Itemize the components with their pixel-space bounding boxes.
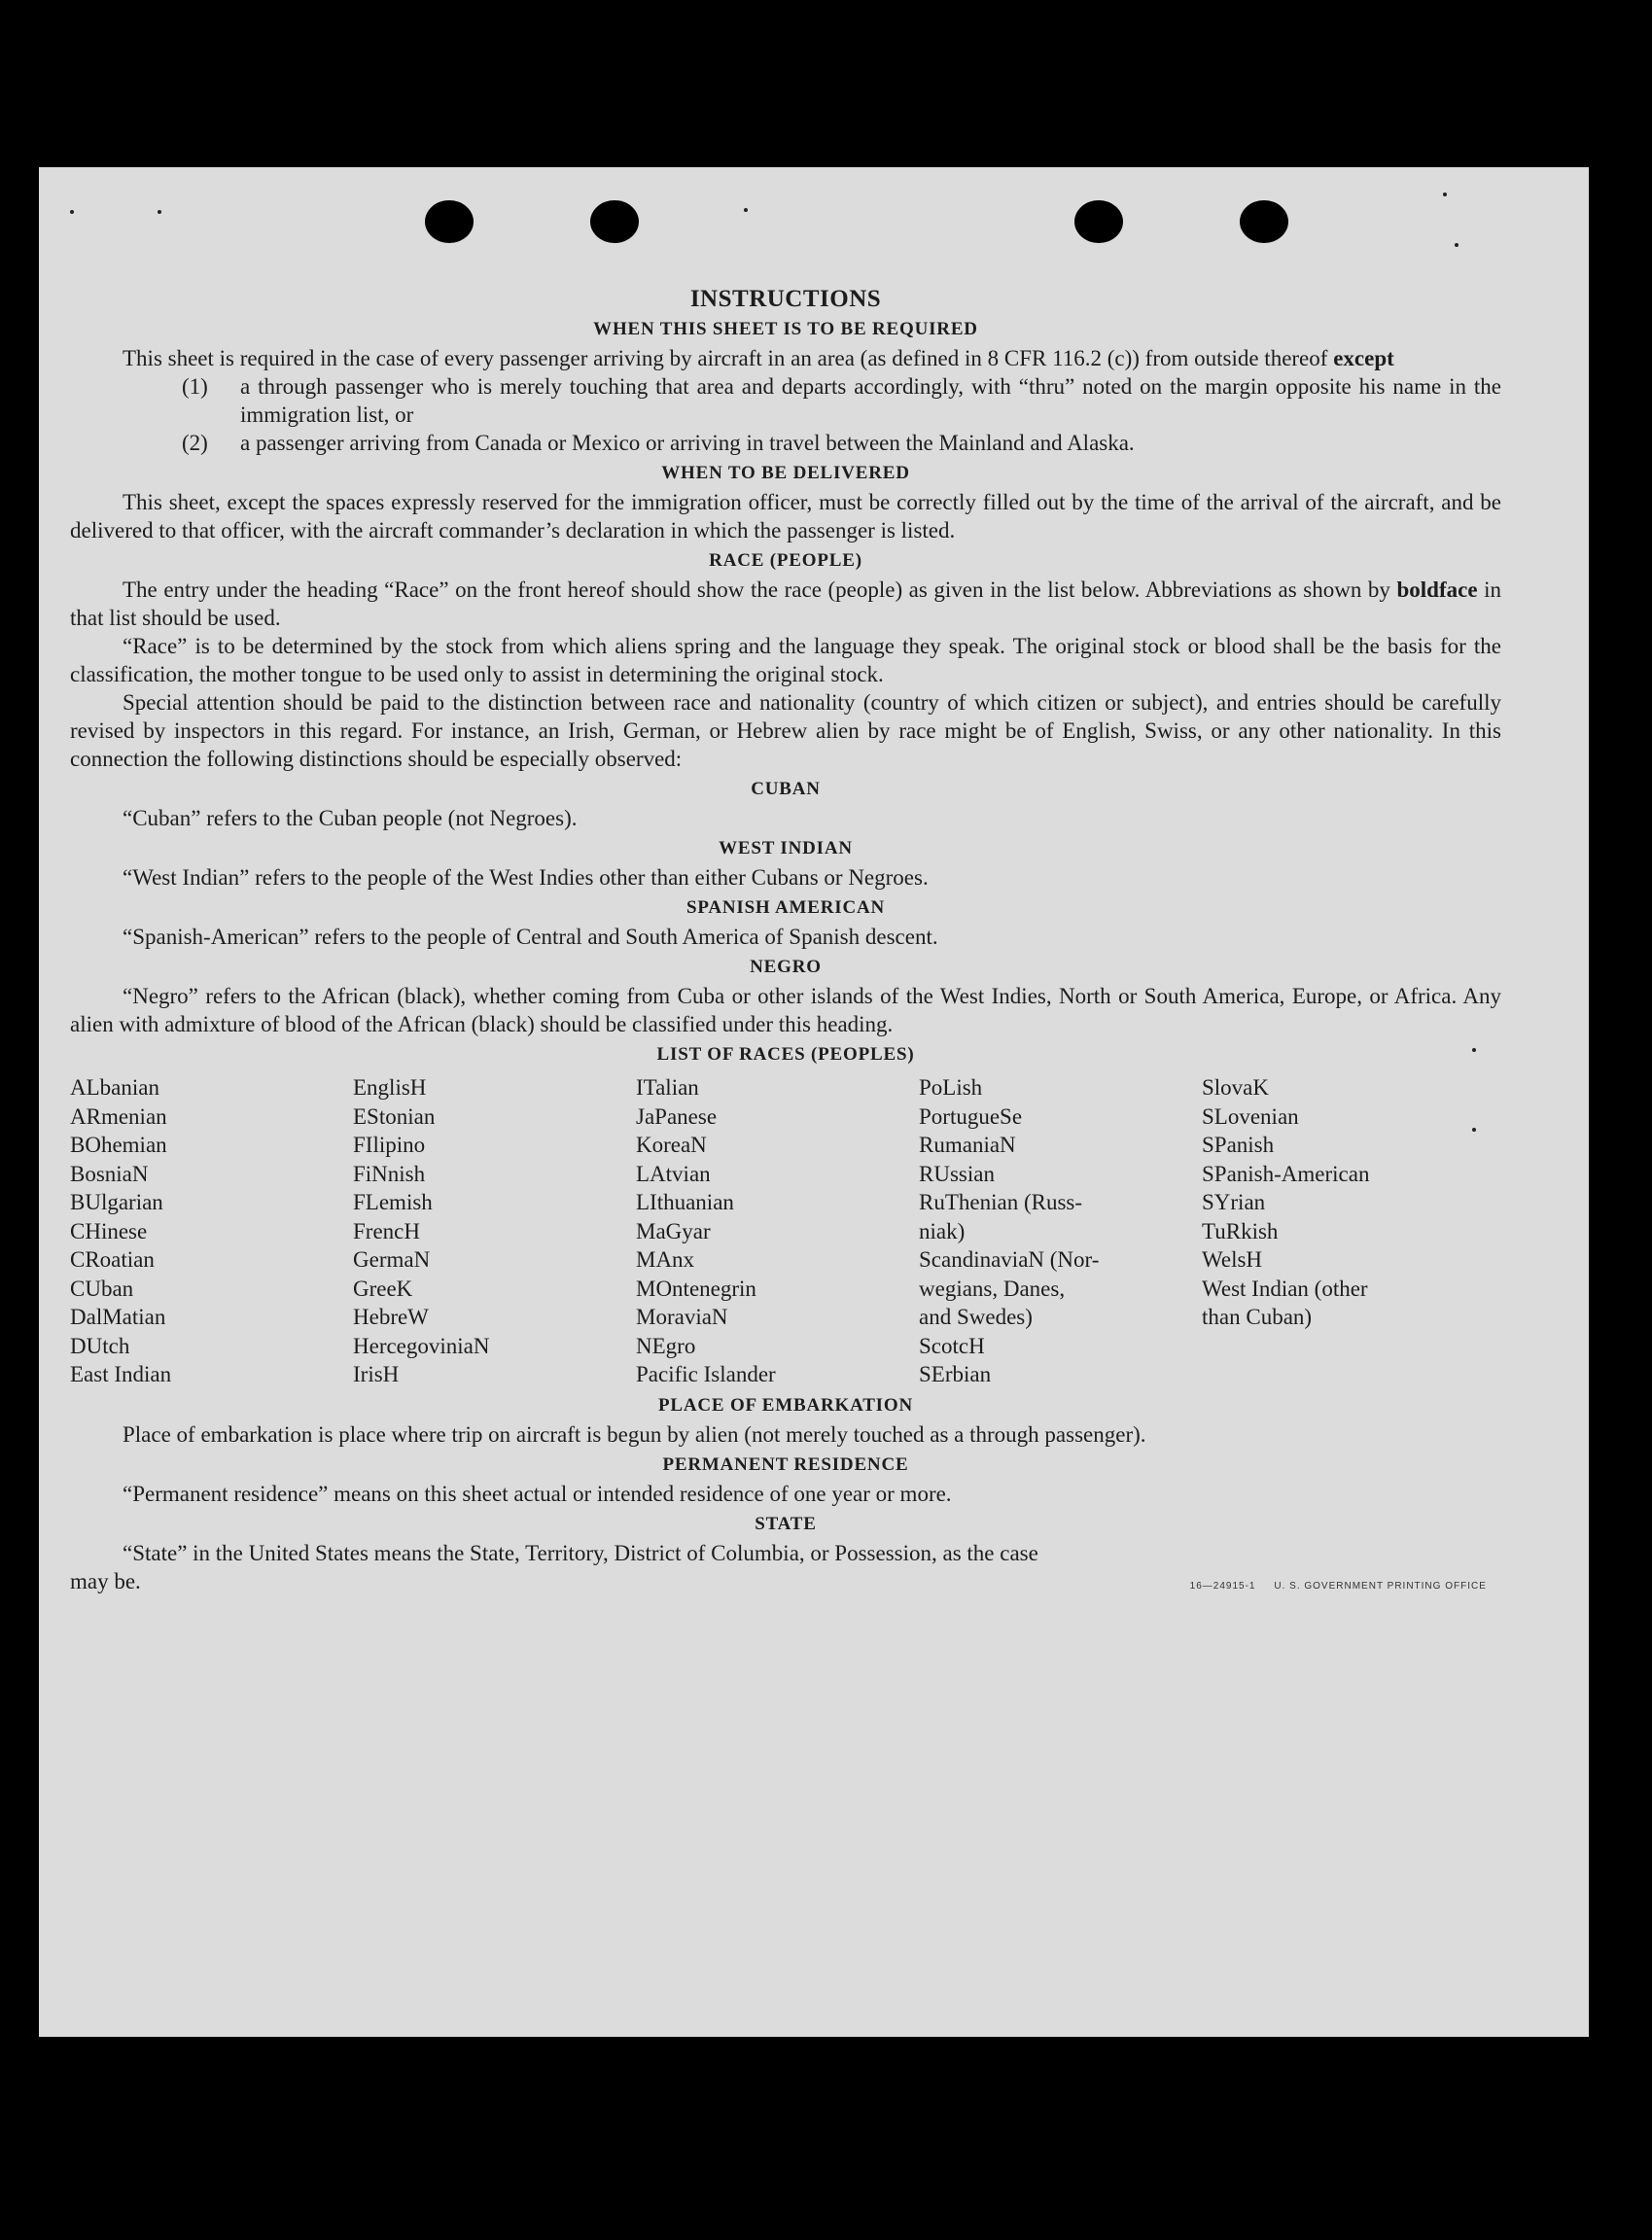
- instructions-content: [70, 286, 1501, 1595]
- form-number: 16—24915-1: [1189, 1580, 1256, 1592]
- race-entry: HercegoviniaN: [353, 1333, 490, 1358]
- punch-hole: [425, 200, 474, 243]
- race-entry: SLovenian: [1202, 1103, 1299, 1129]
- race-entry: KoreaN: [636, 1133, 707, 1157]
- race-entry: PoLish: [919, 1075, 983, 1100]
- race-entry: GreeK: [353, 1276, 413, 1301]
- race-entry: LAtvian: [636, 1161, 711, 1186]
- heading-negro: NEGRO: [750, 957, 822, 977]
- race-entry: EnglisH: [353, 1075, 427, 1100]
- west-indian-text: “West Indian” refers to the people of the West Indies other than either Cubans or Negroes.: [123, 865, 929, 890]
- race-entry: ScandinaviaN (Nor- wegians, Danes, and Swedes): [919, 1247, 1100, 1329]
- heading-state: STATE: [755, 1513, 817, 1534]
- delivered-text: This sheet, except the spaces expressly reserved for the immigration officer, must be correctly filled out by the time of the arrival of the aircraft, and be delivered to that officer, with the aircraft commander’s declaration in which the passenger is listed.: [70, 490, 1501, 542]
- races-column: [919, 1073, 1202, 1389]
- races-column: [353, 1073, 636, 1389]
- race-entry: DalMatian: [70, 1305, 166, 1329]
- speck: [1455, 243, 1459, 247]
- race-entry: ScotcH: [919, 1333, 985, 1358]
- race-entry: FrencH: [353, 1218, 420, 1243]
- races-column: [636, 1073, 919, 1389]
- race-entry: MoraviaN: [636, 1305, 728, 1329]
- race-paragraph-3: Special attention should be paid to the distinction between race and nationality (country of which citizen or subject), and entries should be carefully revised by inspectors in this regard. For instance, an Irish, German, or Hebrew alien by race might be of English, Swiss, or any other nationality. In this connection the following distinctions should be especially observed:: [70, 690, 1501, 771]
- heading-embarkation: PLACE OF EMBARKATION: [658, 1394, 913, 1416]
- race-entry: SYrian: [1202, 1190, 1266, 1214]
- page-title: INSTRUCTIONS: [689, 286, 882, 312]
- punch-hole: [1074, 200, 1123, 243]
- required-item: (1) a through passenger who is merely touching that area and departs accordingly, with “thru” noted on the margin opposite his name in the immigration list, or: [182, 374, 1501, 427]
- heading-delivered: WHEN TO BE DELIVERED: [661, 463, 910, 483]
- speck: [744, 208, 748, 212]
- race-entry: CUban: [70, 1276, 134, 1301]
- race-entry: MOntenegrin: [636, 1276, 756, 1301]
- heading-race: RACE (PEOPLE): [709, 550, 862, 571]
- race-entry: GermaN: [353, 1247, 431, 1272]
- race-entry: ALbanian: [70, 1075, 159, 1100]
- cuban-text: “Cuban” refers to the Cuban people (not Negroes).: [123, 806, 578, 830]
- race-entry: TuRkish: [1202, 1218, 1279, 1243]
- race-entry: FiNnish: [353, 1161, 426, 1186]
- race-entry: RumaniaN: [919, 1133, 1016, 1157]
- race-entry: SlovaK: [1202, 1075, 1269, 1100]
- race-entry: SPanish-American: [1202, 1161, 1370, 1186]
- race-paragraph-2: “Race” is to be determined by the stock from which aliens spring and the language they speak. The original stock or blood shall be the basis for the classification, the mother tongue to be used only to assist in determining the original stock.: [70, 634, 1501, 686]
- race-entry: HebreW: [353, 1305, 429, 1329]
- race-entry: BOhemian: [70, 1133, 167, 1157]
- race-entry: SPanish: [1202, 1133, 1275, 1157]
- race-paragraph-1: The entry under the heading “Race” on the front hereof should show the race (people) as given in the list below. Abbreviations as shown by boldface in that list should be used.: [70, 578, 1502, 630]
- race-entry: CHinese: [70, 1218, 148, 1243]
- race-entry: West Indian (other than Cuban): [1202, 1276, 1368, 1329]
- required-intro: This sheet is required in the case of every passenger arriving by aircraft in an area (as defined in 8 CFR 116.2 (c)) from outside thereof except: [123, 346, 1394, 370]
- race-entry: FIlipino: [353, 1133, 426, 1157]
- race-entry: SErbian: [919, 1362, 992, 1386]
- race-entry: IrisH: [353, 1362, 400, 1386]
- race-entry: MAnx: [636, 1247, 695, 1272]
- race-entry: NEgro: [636, 1333, 696, 1358]
- speck: [158, 210, 161, 214]
- race-entry: WelsH: [1202, 1247, 1263, 1272]
- race-entry: PortugueSe: [919, 1103, 1023, 1129]
- race-entry: RuThenian (Russ- niak): [919, 1190, 1083, 1243]
- heading-west-indian: WEST INDIAN: [719, 838, 853, 858]
- race-entry: ARmenian: [70, 1103, 167, 1129]
- spanish-american-text: “Spanish-American” refers to the people of Central and South America of Spanish descent.: [123, 925, 938, 949]
- state-text-end: may be.: [70, 1568, 141, 1593]
- embarkation-text: Place of embarkation is place where trip on aircraft is begun by alien (not merely touched as a through passenger).: [123, 1421, 1146, 1447]
- printer-name: U. S. GOVERNMENT PRINTING OFFICE: [1274, 1580, 1487, 1592]
- race-entry: Pacific Islander: [636, 1362, 776, 1386]
- heading-spanish-american: SPANISH AMERICAN: [685, 897, 886, 918]
- heading-required: WHEN THIS SHEET IS TO BE REQUIRED: [593, 319, 978, 339]
- punch-hole: [590, 200, 639, 243]
- heading-permanent-residence: PERMANENT RESIDENCE: [662, 1453, 909, 1475]
- race-entry: RUssian: [919, 1161, 995, 1186]
- races-column: [1202, 1073, 1485, 1389]
- race-entry: EStonian: [353, 1103, 436, 1129]
- race-entry: DUtch: [70, 1333, 130, 1358]
- negro-text: “Negro” refers to the African (black), whether coming from Cuba or other islands of the West Indies, North or South America, Europe, or Africa. Any alien with admixture of blood of the African (black) should be classified under this heading.: [70, 984, 1501, 1036]
- race-entry: East Indian: [70, 1362, 172, 1386]
- race-entry: MaGyar: [636, 1218, 711, 1243]
- punch-hole: [1240, 200, 1288, 243]
- race-entry: LIthuanian: [636, 1190, 734, 1214]
- speck: [70, 210, 74, 214]
- heading-cuban: CUBAN: [751, 779, 821, 799]
- race-entry: ITalian: [636, 1075, 699, 1100]
- speck: [1443, 192, 1447, 196]
- race-entry: BUlgarian: [70, 1190, 163, 1214]
- instruction-sheet: [39, 167, 1589, 2037]
- heading-list-of-races: LIST OF RACES (PEOPLES): [656, 1044, 915, 1065]
- state-text: “State” in the United States means the State, Territory, District of Columbia, or Possession, as the case: [123, 1540, 1038, 1565]
- races-list: [70, 1073, 1501, 1389]
- race-entry: FLemish: [353, 1190, 433, 1214]
- required-item: (2) a passenger arriving from Canada or Mexico or arriving in travel between the Mainland and Alaska.: [182, 431, 1135, 455]
- print-imprint: [1190, 1581, 1501, 1592]
- race-entry: JaPanese: [636, 1103, 718, 1129]
- race-entry: CRoatian: [70, 1247, 155, 1272]
- residence-text: “Permanent residence” means on this sheet actual or intended residence of one year or more.: [123, 1481, 952, 1506]
- races-column: [70, 1073, 353, 1389]
- footer: [70, 1567, 1501, 1595]
- race-entry: BosniaN: [70, 1161, 149, 1186]
